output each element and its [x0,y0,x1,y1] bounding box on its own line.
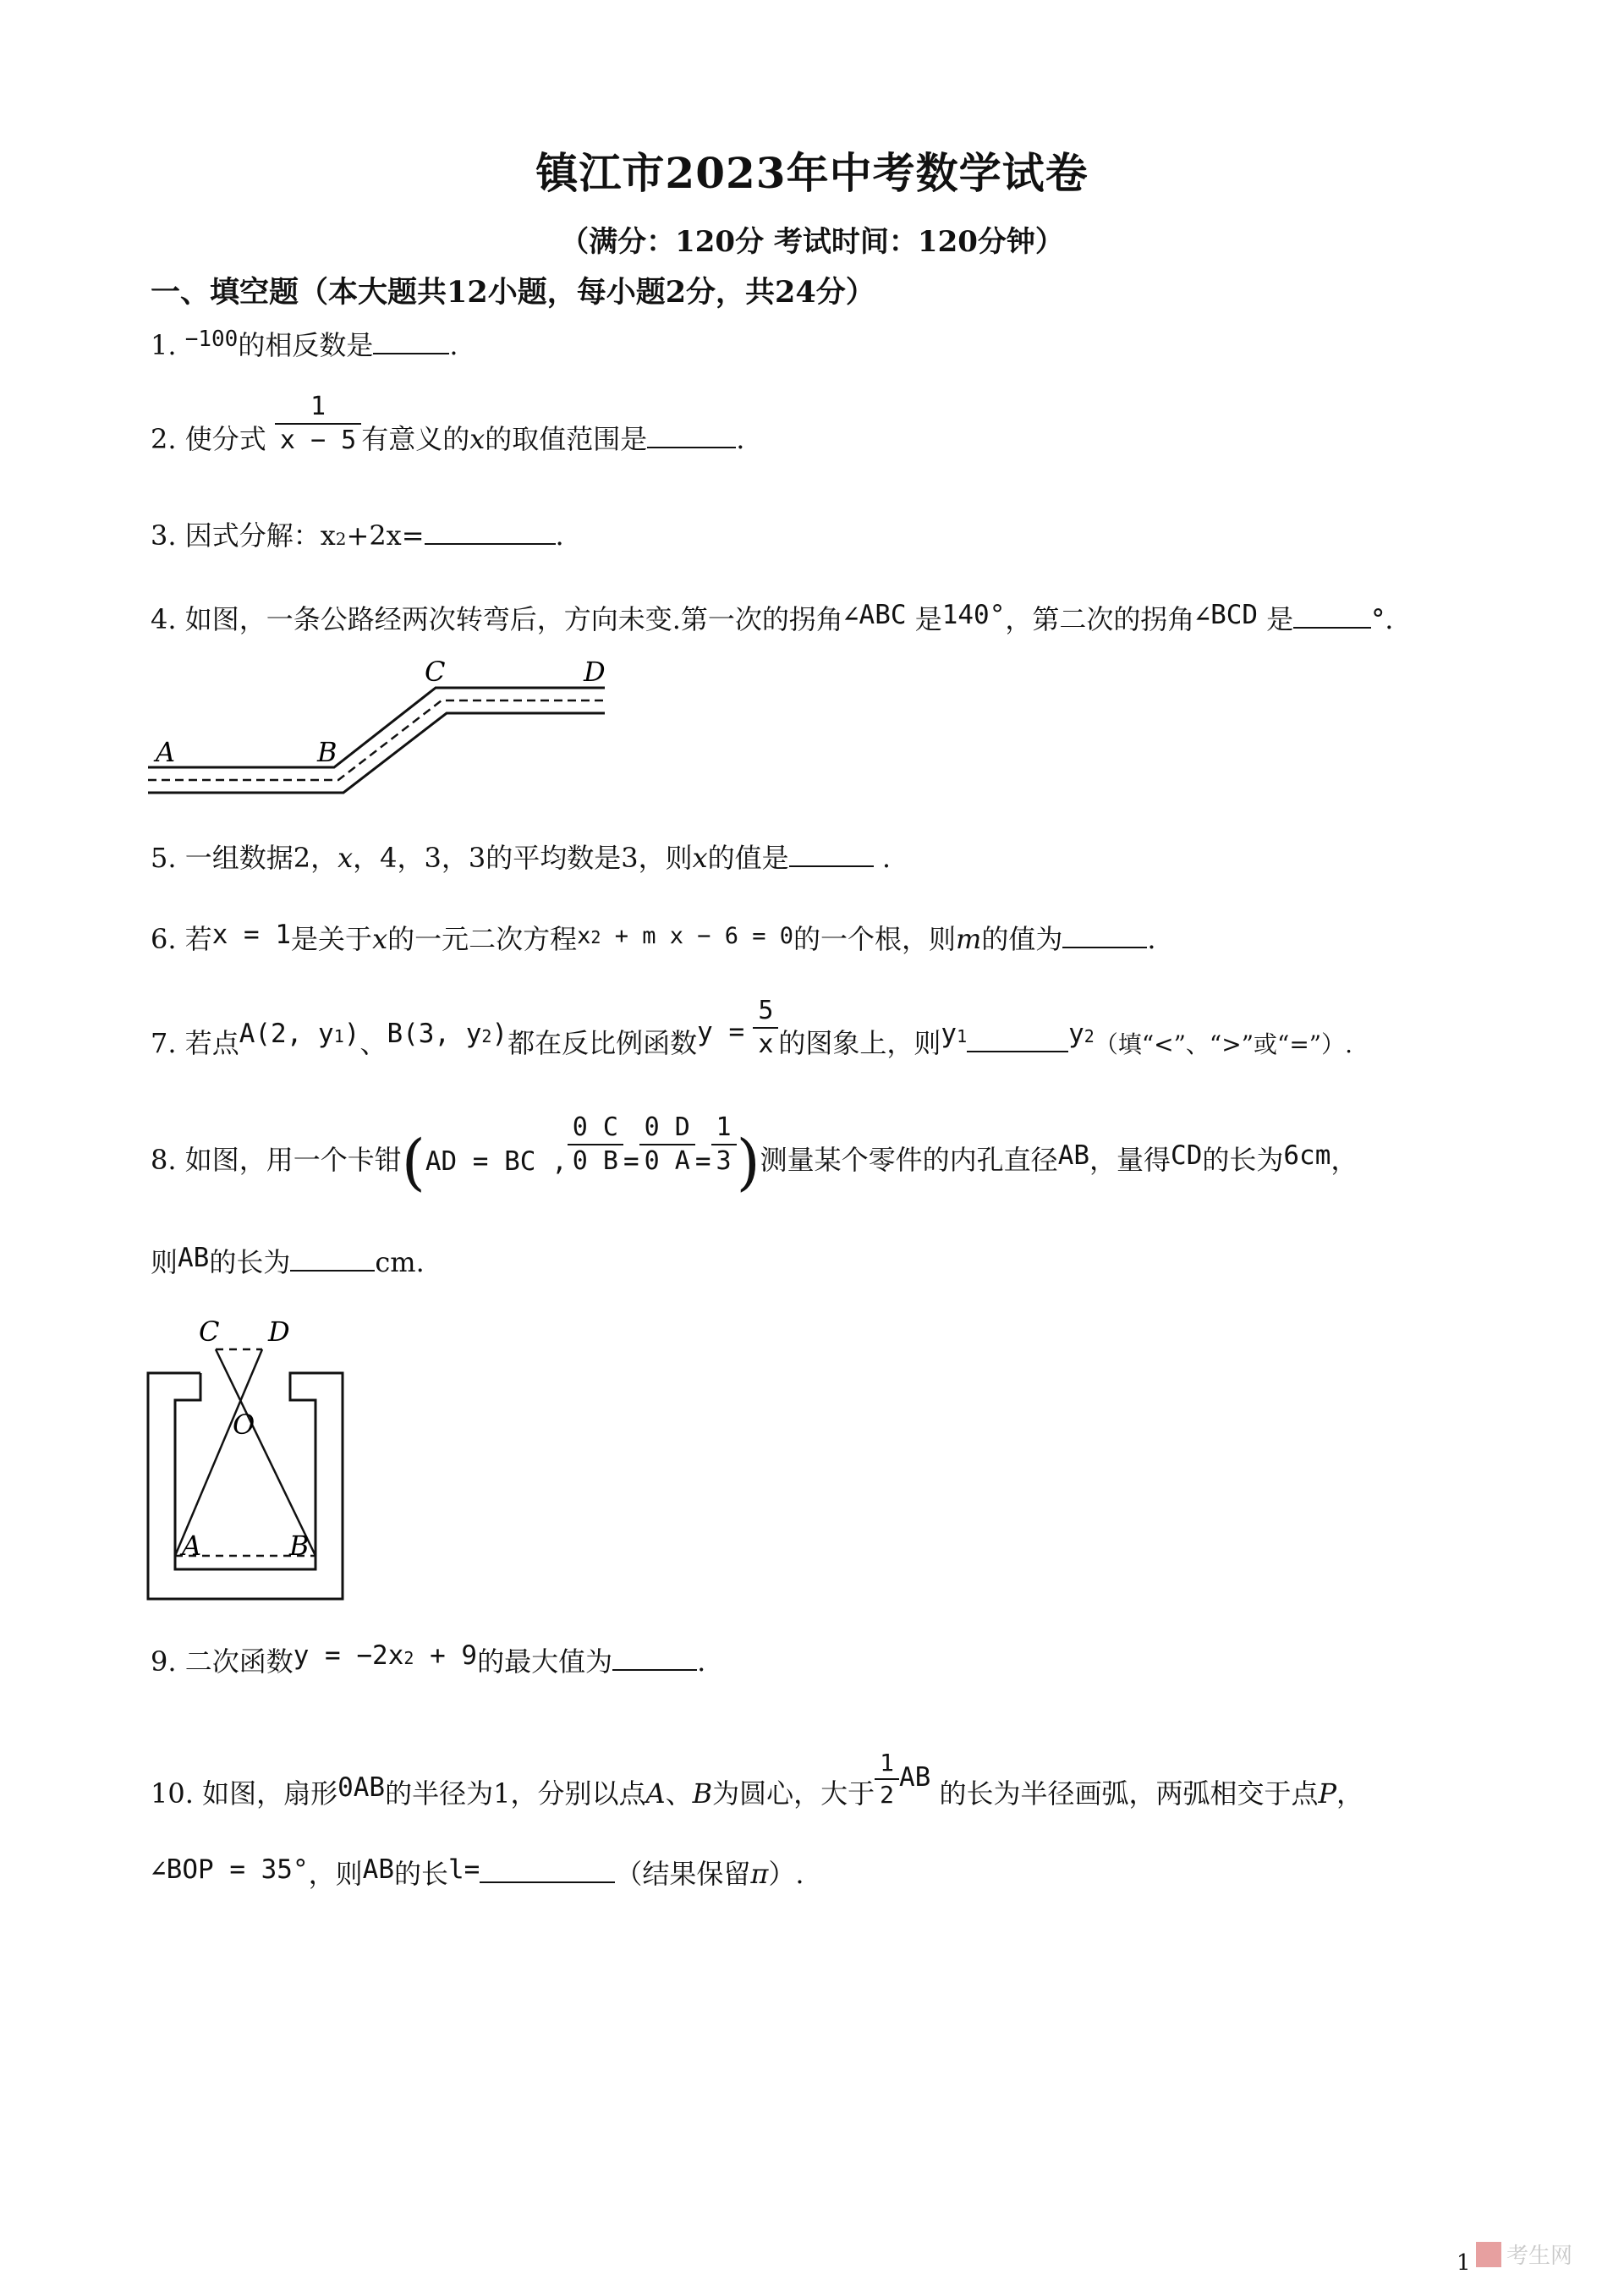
point-A [239,1019,360,1049]
denominator: x [758,1030,774,1059]
pi-symbol: π [750,1858,769,1890]
question-6 [151,922,1156,953]
angle-label: ∠BCD [1194,600,1259,630]
question-text: 测量某个零件的内孔直径 [760,1144,1058,1176]
question-text: 是关于 [291,923,373,955]
punct: . [697,1645,706,1678]
question-text: 如图，扇形 [202,1777,338,1810]
punct: ， [1336,1777,1364,1810]
length-var: l= [448,1854,480,1885]
point-label-D: D [584,656,606,688]
point-var: P [1318,1777,1337,1810]
sector-label: 0AB [337,1772,386,1803]
page-title: 镇江市2023年中考数学试卷 [535,148,1089,198]
question-text: 如图，用一个卡钳 [184,1144,402,1176]
punct: . [449,329,458,361]
answer-blank[interactable] [967,1051,1068,1052]
question-5 [151,842,891,874]
caliper-arm-da [175,1349,262,1556]
question-text: 若点 [184,1027,239,1059]
question-text: 的相反数是 [238,329,374,361]
question-number: 9. [151,1645,177,1678]
variable: x [469,423,486,455]
question-3 [151,519,564,552]
segment-label: AB [1057,1140,1090,1171]
fraction [275,394,361,453]
function-lhs: y = [697,1017,745,1047]
question-number: 4. [151,603,177,635]
question-number: 3. [151,519,177,552]
eq-part: + 9 [414,1640,478,1671]
question-number: 8. [151,1144,177,1176]
point-B [387,1019,508,1049]
y1 [941,1019,967,1049]
denominator: 3 [716,1146,732,1176]
numerator: 0 C [568,1115,623,1145]
point-label-C: C [425,656,446,688]
left-paren: ( [401,1126,425,1198]
answer-blank[interactable] [612,1669,697,1671]
part-outline [148,1373,343,1599]
eq-part: x [577,923,591,949]
question-text: ，4，3，3的平均数是3，则 [353,842,693,874]
caliper-arm-cb [216,1349,315,1556]
question-10-line2 [151,1854,804,1890]
subscript: 2 [481,1026,492,1046]
question-text: 的长 [393,1858,448,1890]
question-text: ，第二次的拐角 [1005,603,1195,635]
punct: cm. [375,1246,425,1278]
denominator: x − 5 [279,426,357,455]
question-text: 都在反比例函数 [508,1027,698,1059]
question-text: 一组数据2， [184,842,338,874]
punct: 、 [359,1027,387,1059]
question-text: ，则 [308,1858,363,1890]
question-number: 2. [151,423,177,455]
equation [294,1640,477,1671]
math-expr: AD = BC , [425,1146,568,1177]
y2 [1068,1019,1095,1049]
var-text: y [1068,1019,1084,1049]
fraction [875,1751,899,1807]
answer-blank[interactable] [789,865,874,867]
question-text: 因式分解：x [184,519,336,552]
question-9 [151,1640,706,1678]
question-number: 6. [151,923,177,955]
point-label-A: A [156,736,176,768]
question-10 [151,1749,1364,1810]
punct: ）. [768,1858,804,1890]
variable: x [337,842,354,874]
question-text: ，量得 [1089,1144,1171,1176]
caliper-figure [140,1316,359,1612]
question-text: 若 [184,923,212,955]
punct: 、 [665,1777,693,1810]
question-text: 的最大值为 [477,1645,613,1678]
question-1 [151,328,458,359]
question-text: +2x= [346,519,425,552]
question-7 [151,998,1352,1057]
question-text: 是 [914,603,942,635]
fraction [639,1112,695,1176]
question-number: 5. [151,842,177,874]
punct: °. [1371,603,1394,635]
math-expr: x = 1 [211,920,292,950]
arc-label: AB [362,1854,394,1885]
angle-expr: ∠BOP = 35° [151,1854,309,1885]
point-var: A [645,1777,666,1810]
page-number: 1 [1457,2250,1471,2276]
punct: ， [1330,1144,1358,1176]
question-text: 的半径为1，分别以点 [385,1777,646,1810]
point-label-A: A [182,1530,202,1562]
answer-blank[interactable] [373,353,449,354]
right-paren: ) [736,1126,760,1198]
question-number: 10. [151,1777,194,1810]
fraction [711,1112,737,1176]
subscript: 1 [333,1026,344,1046]
segment-label: AB [178,1243,210,1273]
question-text: 二次函数 [184,1645,294,1678]
question-text: 是 [1266,603,1294,635]
numerator: 1 [711,1115,737,1145]
segment-label: AB [898,1762,931,1793]
subscript: 1 [957,1026,968,1046]
punct: . [873,842,891,874]
degree-value: 140° [941,600,1006,630]
point-var: B [692,1777,713,1810]
punct: . [1147,923,1156,955]
variable: x [692,842,708,874]
answer-blank[interactable] [1062,947,1147,948]
point-label-O: O [233,1409,255,1441]
denominator: 0 A [644,1146,690,1176]
road-figure [144,656,617,816]
angle-label: ∠ABC [842,600,907,630]
question-text: 有意义的 [361,423,470,455]
point-label-C: C [199,1316,220,1348]
numerator: 1 [275,394,361,425]
question-number: 7. [151,1027,177,1059]
answer-blank[interactable] [290,1270,375,1272]
exponent: 2 [403,1648,414,1668]
question-4 [151,602,1393,633]
question-text: 的值是 [707,842,789,874]
question-text: 的一个根，则 [793,923,957,955]
question-text: 的取值范围是 [485,423,648,455]
question-text: 的图象上，则 [778,1027,941,1059]
watermark [1476,2238,1572,2270]
question-2 [151,394,744,453]
question-text: 的长为 [1202,1144,1284,1176]
answer-blank[interactable] [647,447,736,448]
question-text: 如图，一条公路经两次转弯后，方向未变.第一次的拐角 [184,603,843,635]
variable: x [372,923,388,955]
equation [577,923,793,949]
question-text: 使分式 [184,423,266,455]
answer-blank[interactable] [480,1881,615,1883]
hint-text: （填“<”、“>”或“=”）. [1094,1030,1353,1058]
subscript: 2 [1084,1026,1095,1046]
math-expr: −100 [184,327,239,352]
equals: = [623,1146,639,1177]
point-text: B(3, y [387,1019,482,1049]
segment-label: CD [1171,1140,1203,1171]
punct: . [555,519,564,552]
section-heading: 一、填空题（本大题共12小题，每小题2分，共24分） [151,275,875,310]
exam-info: （满分：120分 考试时间：120分钟） [560,225,1064,259]
road-edge-top [148,688,605,767]
question-text: 的一元二次方程 [387,923,578,955]
question-text: 的长为半径画弧，两弧相交于点 [939,1777,1319,1810]
point-text: A(2, y [239,1019,334,1049]
answer-blank[interactable] [1293,627,1371,629]
question-text: 则 [151,1246,178,1278]
point-label-D: D [268,1316,290,1348]
question-text: （结果保留 [615,1858,751,1890]
point-text: ) [491,1019,508,1049]
question-number: 1. [151,329,177,361]
question-8 [151,1112,1358,1198]
denominator: 2 [880,1781,894,1809]
equals: = [694,1146,711,1177]
var-text: y [941,1019,957,1049]
fraction [568,1112,623,1176]
point-label-B: B [289,1530,310,1562]
watermark-logo-icon [1476,2242,1501,2267]
numerator: 1 [875,1751,899,1780]
numerator: 5 [753,998,778,1029]
answer-blank[interactable] [425,543,556,545]
question-text: 的值为 [981,923,1063,955]
exponent: 2 [335,529,347,549]
watermark-text: 考生网 [1506,2243,1573,2268]
point-label-B: B [317,736,337,768]
point-text: ) [343,1019,360,1049]
measure-value: 6cm [1283,1140,1331,1171]
variable: m [956,923,982,955]
numerator: 0 D [639,1115,695,1145]
question-text: 为圆心，大于 [712,1777,875,1810]
eq-part: y = −2x [293,1640,404,1671]
question-8-line2 [151,1245,425,1276]
question-text: 的长为 [209,1246,291,1278]
exponent: 2 [590,927,601,948]
fraction [753,998,778,1057]
eq-part: + m x − 6 = 0 [601,923,794,949]
denominator: 0 B [572,1146,618,1176]
punct: . [736,423,745,455]
